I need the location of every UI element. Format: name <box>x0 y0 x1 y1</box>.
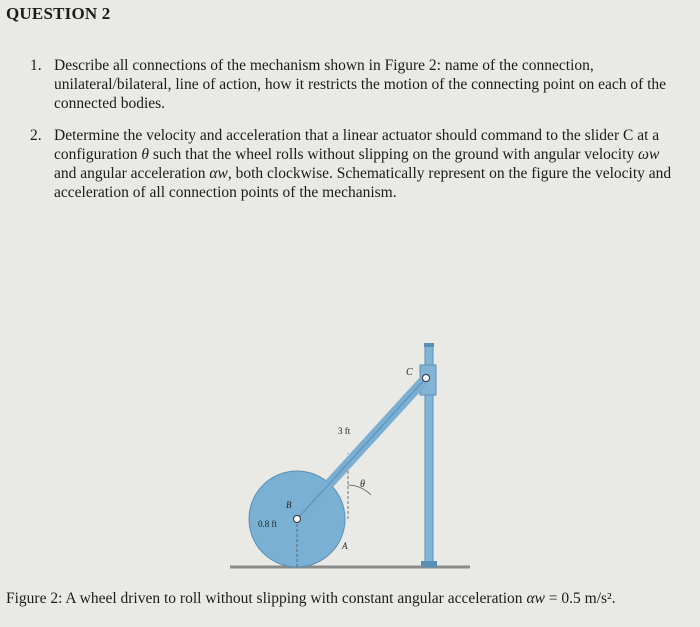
question-number: 1. <box>30 57 42 74</box>
pin-b <box>294 516 301 523</box>
question-item-2 <box>30 126 680 202</box>
label-radius: 0.8 ft <box>258 519 277 529</box>
guide-base <box>421 561 437 567</box>
omega-symbol: ωw <box>638 146 660 163</box>
caption-prefix: Figure 2: A wheel driven to roll without slipping with constant angular acceleration <box>6 590 527 607</box>
guide-cap-top <box>424 343 434 347</box>
question-list <box>30 56 680 215</box>
theta-symbol: θ <box>141 146 150 163</box>
question-item-1 <box>30 56 680 113</box>
label-theta: θ <box>360 479 365 490</box>
label-b: B <box>286 500 292 510</box>
text-part: , both clockwise. Schematically represent on the figure the velocity and acceleration of all connection points of the mechanism. <box>54 165 672 201</box>
text-part: such that the wheel rolls without slipping on the ground with angular velocity <box>149 146 639 163</box>
question-text <box>54 126 680 202</box>
label-rod-length: 3 ft <box>338 426 351 436</box>
question-text: Describe all connections of the mechanism shown in Figure 2: name of the connection, unilateral/bilateral, line of action, how it restricts the motion of the connecting point on each of the connected bodies. <box>54 57 667 112</box>
text-part: and angular acceleration <box>54 165 210 182</box>
caption-alpha: αw <box>526 590 545 607</box>
alpha-symbol: αw <box>209 165 228 182</box>
figure-caption <box>6 590 696 608</box>
text-part: Determine the velocity and acceleration that a linear actuator should command to the slider C at a configuration <box>54 127 660 163</box>
caption-value: = 0.5 m/s². <box>544 590 616 607</box>
question-heading: QUESTION 2 <box>6 4 111 23</box>
pin-c <box>423 375 430 382</box>
label-c: C <box>406 367 413 378</box>
mechanism-figure <box>230 335 470 575</box>
label-a: A <box>342 541 348 551</box>
question-number: 2. <box>30 127 42 144</box>
rod-centerline <box>297 378 426 519</box>
